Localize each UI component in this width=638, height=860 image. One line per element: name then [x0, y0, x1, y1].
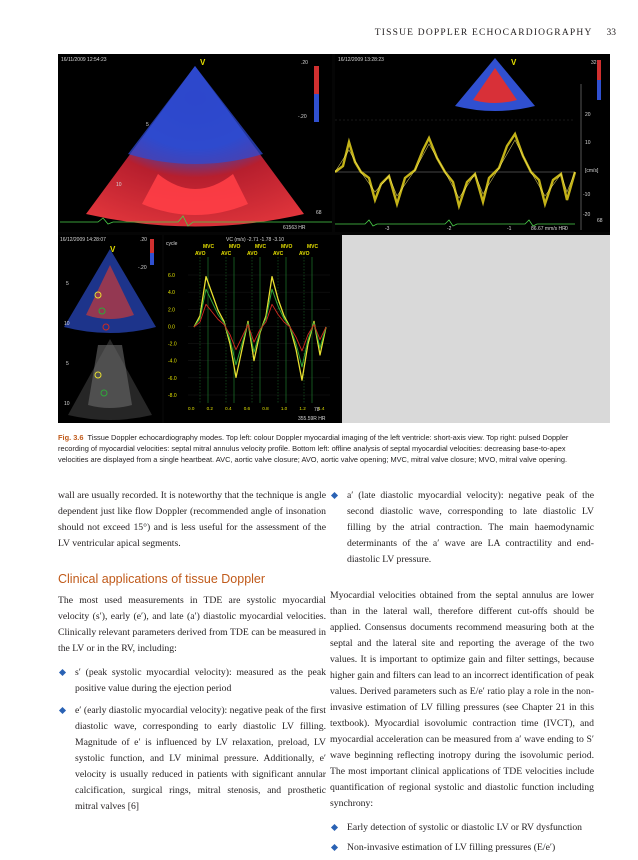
- x-tick: -2: [447, 226, 452, 232]
- depth-label: 5: [66, 361, 69, 367]
- event-label-bottom: AVC: [273, 251, 284, 257]
- hr-footer: 61563 HR: [283, 225, 306, 231]
- list-item: Early detection of systolic or diastolic LV or RV dysfunction: [330, 820, 594, 836]
- scale-tick-10: 10: [585, 140, 591, 146]
- figure-blank-area: [342, 235, 610, 423]
- y-tick-label: 6.0: [168, 273, 175, 279]
- x-tick-label: 0.6: [243, 406, 251, 411]
- event-label-bottom: AVC: [221, 251, 232, 257]
- timestamp: 16/12/2009 13:28:23: [338, 57, 384, 63]
- view-letter: V: [511, 58, 517, 67]
- bullet-icon: [331, 844, 338, 851]
- left-column: [58, 488, 326, 821]
- parameter-list: [58, 665, 326, 815]
- x-tick-label: 0.2: [206, 406, 213, 411]
- event-label-top: MVO: [229, 244, 241, 250]
- event-label-top: MVC: [255, 244, 267, 250]
- colour-doppler-image: [58, 54, 332, 232]
- parameter-list-continued: [330, 488, 594, 568]
- heart-rate: 78: [314, 407, 320, 413]
- scale-bottom: -.20: [298, 114, 307, 120]
- scale-tick-minus10: -10: [583, 192, 591, 198]
- vc-header: VC (m/s) -2.71 -1.78 -3.10: [226, 237, 285, 243]
- scale-tick-minus20: -20: [583, 212, 591, 218]
- heart-rate: 68: [597, 218, 603, 224]
- right-column: [330, 488, 594, 860]
- event-label-top: MVO: [281, 244, 293, 250]
- event-label-bottom: AVO: [299, 251, 310, 257]
- list-item: s′ (peak systolic myocardial velocity): measured as the peak positive value during the ejection period: [58, 665, 326, 697]
- scale-unit: [cm/s]: [585, 168, 599, 174]
- bullet-icon: [331, 824, 338, 831]
- event-label-bottom: AVO: [247, 251, 258, 257]
- depth-label: 5: [66, 281, 69, 287]
- caption-text: Tissue Doppler echocardiography modes. Top left: colour Doppler myocardial imaging of the left ventricle: short-axis view. Top right: pulsed Doppler recording of myocardial velocities: septal mitral annulus velocity profile. Bottom left: offline analysis of septal myocardial velocities: decreasing base-to-apex velocities are displayed from a single heartbeat. AVC, aortic valve closure; AVO, aortic valve opening; MVC, mitral valve closure; MVO, mitral valve opening.: [58, 433, 569, 464]
- page-number: 33: [606, 28, 616, 38]
- view-letter: V: [110, 245, 116, 254]
- depth-10: 10: [116, 182, 122, 188]
- intro-paragraph: wall are usually recorded. It is noteworthy that the technique is angle dependent just like flow Doppler (recommended angle of insonation should not exceed 15°) and is less useful for the assessment of the LV ventricular apical segments.: [58, 490, 326, 549]
- depth-5: 5: [146, 122, 149, 128]
- x-tick: 0: [565, 226, 568, 232]
- x-tick-label: 1.0: [280, 406, 288, 411]
- list-item: Non-invasive estimation of LV filling pressures (E/e′): [330, 840, 594, 856]
- event-label-top: MVC: [203, 244, 215, 250]
- x-tick-label: 1.2: [299, 406, 306, 411]
- x-tick: -3: [385, 226, 390, 232]
- timestamp: 16/12/2009 14:28:07: [60, 237, 106, 243]
- x-tick-label: 0.4: [225, 406, 232, 411]
- running-head: [375, 28, 616, 38]
- section-heading: Clinical applications of tissue Doppler: [58, 572, 266, 586]
- list-item: e′ (early diastolic myocardial velocity): negative peak of the first diastolic wave, corresponding to early diastolic LV filling. Magnitude of e′ is influenced by LV relaxation, preload, LV systolic function, and LV minimal pressure. Additionally, e′ velocity is usually reduced in patients with significant annular calcification, surgical rings, mitral stenosis, and prosthetic mitral valves [6]: [58, 703, 326, 815]
- application-list: [330, 820, 594, 856]
- scale-tick-20: 20: [585, 112, 591, 118]
- running-head-title: TISSUE DOPPLER ECHOCARDIOGRAPHY: [374, 28, 593, 38]
- y-tick-label: -2.0: [168, 341, 177, 348]
- y-tick-label: -4.0: [168, 358, 177, 365]
- y-tick-label: -6.0: [168, 375, 177, 382]
- view-letter: V: [200, 58, 206, 67]
- panel-velocity-curves: [164, 235, 340, 423]
- panel-pulsed-tissue-doppler: [335, 54, 610, 232]
- velocity-envelope: [335, 134, 575, 206]
- x-tick: -1: [507, 226, 512, 232]
- list-item: a′ (late diastolic myocardial velocity): negative peak of the second diastolic wave, corresponding to late diastolic LV filling by the atrial contraction. The main haemodynamic determinants of the a′ wave are LA contractility and end-diastolic LV pressure.: [330, 488, 594, 568]
- bullet-icon: [331, 492, 338, 499]
- cycle-label: cycle: [166, 241, 178, 247]
- figure-label: Fig. 3.6: [58, 433, 84, 442]
- event-label-top: MVC: [307, 244, 319, 250]
- x-tick-label: 0.0: [188, 406, 195, 411]
- y-tick-label: 4.0: [168, 290, 175, 297]
- timestamp: 16/11/2009 12:54:23: [61, 57, 107, 63]
- bullet-icon: [59, 707, 66, 714]
- figure-caption: [58, 432, 598, 465]
- event-label-bottom: AVO: [195, 251, 206, 257]
- hr-footer: 355.59R HR: [298, 416, 326, 422]
- y-tick-label: 2.0: [168, 307, 175, 314]
- velocity-curves-plot: [164, 235, 340, 423]
- pulsed-doppler-trace: [335, 54, 610, 232]
- scale-top: .20: [301, 60, 308, 66]
- depth-label: 10: [64, 401, 70, 407]
- bullet-icon: [59, 669, 66, 676]
- hr-footer: 86.67 mm/s HR: [531, 226, 566, 232]
- section-paragraph: The most used measurements in TDE are systolic myocardial velocity (s′), early (e′), and late (a′) diastolic myocardial velocities. Clinically relevant parameters derived from TDE can be measured in the LV or in the RV, including:: [58, 595, 326, 654]
- y-tick-label: 0.0: [168, 324, 175, 331]
- scale-top: 32: [591, 60, 597, 66]
- panel-apical-sample-points: [58, 235, 162, 423]
- y-tick-label: -8.0: [168, 393, 177, 399]
- heart-rate: 68: [316, 210, 322, 216]
- x-tick-label: 0.8: [262, 406, 269, 411]
- x-tick-label: 1.4: [318, 406, 325, 411]
- figure-3-6: [58, 54, 610, 423]
- apical-image: [58, 235, 162, 423]
- depth-label: 10: [64, 321, 70, 327]
- scale-bottom: -.20: [138, 265, 147, 271]
- panel-colour-doppler-short-axis: [58, 54, 332, 232]
- scale-top: .20: [140, 237, 147, 243]
- body-paragraph: Myocardial velocities obtained from the septal annulus are lower than in the lateral wall, therefore different cut-offs should be applied. Consensus documents recommend measuring both at the septal and the lateral site and reporting the average of the two values. It is important to optimize gain and filter settings, because higher gain and filters can lead to an incorrect identification of peak values. Derived parameters such as E/e′ ratio play a role in the non-invasive estimation of LV filling pressures (see Chapter 21 in this textbook). Myocardial isovolumic contraction time (IVCT), and myocardial acceleration can be measured from a′ wave ending to S′ wave beginning reflecting inotropy during the isovolumic period. The most important clinical applications of TDE velocities include quantification of regional systolic and diastolic function including synchrony:: [330, 590, 594, 809]
